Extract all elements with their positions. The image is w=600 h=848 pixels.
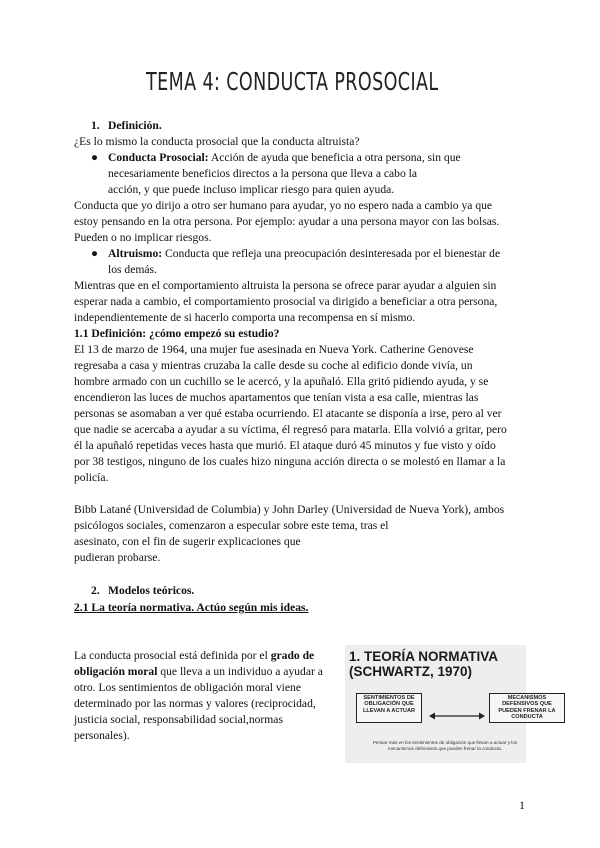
bibb-paragraph [74, 502, 526, 566]
figure-right-box: MECANISMOS DEFENSIVOS QUE PUEDEN FRENAR LA CONDUCTA [489, 693, 565, 723]
figure-title [349, 649, 498, 679]
normative-line: justicia social, responsabilidad social,normas [74, 713, 283, 726]
bibb-line: asesinato, con el fin de sugerir explicaciones que [74, 535, 301, 548]
normative-text: La conducta prosocial está definida por el [74, 649, 271, 662]
story-line: él la apuñaló repetidas veces hasta que murió. El ataque duró 45 minutos y fue visto y oído [74, 439, 496, 452]
paragraph-line: estoy pensando en la otra persona. Por ejemplo: ayudar a una persona mayor con las bolsas. [74, 215, 500, 228]
normative-line: otro. Los sentimientos de obligación moral viene [74, 681, 301, 694]
bullet-prosocial-line: necesariamente beneficios directos a la persona que lleva a cabo la [108, 167, 418, 180]
story-line: personas se asomaban a ver qué estaba ocurriendo. El atacante se disponía a irse, pero al ver [74, 407, 502, 420]
section-2-heading: Modelos teóricos. [108, 584, 195, 597]
bullet-prosocial-line: Acción de ayuda que beneficia a otra persona, sin que [208, 151, 461, 164]
page-number: 1 [519, 798, 525, 812]
paragraph-line: esperar nada a cambio, el comportamiento prosocial va dirigido a beneficiar a otra persona, [74, 295, 498, 308]
bullet-altruismo [108, 246, 526, 278]
story-paragraph [74, 342, 526, 486]
normative-line: determinado por las normas y valores (reciprocidad, [74, 697, 316, 710]
story-line: hombre armado con un cuchillo se le acercó, y la apuñaló. Ella gritó pidiendo ayuda, y se [74, 375, 489, 388]
term-altruismo: Altruismo: [108, 247, 163, 260]
bullet-prosocial-line: acción, y que puede incluso implicar riesgo para quien ayuda. [108, 183, 395, 196]
question-text: ¿Es lo mismo la conducta prosocial que la conducta altruista? [74, 135, 360, 148]
bibb-line: psicólogos sociales, comenzaron a especular sobre este tema, tras el [74, 519, 389, 532]
bibb-line: pudieran probarse. [74, 551, 161, 564]
bullet-altruismo-line: Conducta que refleja una preocupación desinteresada por el bienestar de [162, 247, 501, 260]
story-line: que nadie se acercaba a ayudar a su víctima, él regresó para matarla. Ella volvió a gritar, pero [74, 423, 507, 436]
normative-emphasis: grado de [270, 649, 315, 662]
story-line: encendieron las luces de muchos apartamentos que tenían vista a esa calle, mientras las [74, 391, 479, 404]
section-1-heading: Definición. [108, 119, 162, 132]
normative-emphasis: obligación moral [74, 665, 158, 678]
figure-title-line: (SCHWARTZ, 1970) [349, 664, 473, 679]
normative-line: personales). [74, 729, 130, 742]
bullet-dot-icon: ● [91, 247, 99, 260]
term-prosocial: Conducta Prosocial: [108, 151, 209, 164]
figure-title-line: 1. TEORÍA NORMATIVA [349, 649, 499, 664]
story-line: regresaba a casa y mientras cruzaba la calle desde su coche al edificio donde vivía, un [74, 359, 473, 372]
figure-caption: Pensar más en los sentimientos de obligación que llevan a actuar y los mecanismos defensivos que pueden frenar la conducta. [372, 740, 518, 751]
section-2-1-heading: 2.1 La teoría normativa. Actúo según mis ideas. [74, 601, 309, 614]
paragraph-prosocial-example [74, 198, 526, 246]
page-title: TEMA 4: CONDUCTA PROSOCIAL [146, 67, 439, 96]
story-line: El 13 de marzo de 1964, una mujer fue asesinada en Nueva York. Catherine Genovese [74, 343, 474, 356]
bullet-altruismo-line: los demás. [108, 263, 157, 276]
paragraph-line: Pueden o no implicar riesgos. [74, 231, 212, 244]
normative-text: que lleva a un individuo a ayudar a [157, 665, 323, 678]
bullet-dot-icon: ● [91, 151, 99, 164]
figure-left-box: SENTIMIENTOS DE OBLIGACIÓN QUE LLEVAN A ACTUAR [356, 693, 422, 723]
normative-paragraph [74, 648, 339, 744]
story-line: policía. [74, 471, 109, 484]
section-2-number: 2. [91, 584, 100, 597]
paragraph-line: Mientras que en el comportamiento altruista la persona se ofrece parar ayudar a alguien sin [74, 279, 497, 292]
paragraph-line: independientemente de si hacerlo comporta una recompensa en sí mismo. [74, 311, 416, 324]
double-arrow-icon [429, 710, 485, 722]
paragraph-comparison [74, 278, 526, 326]
section-1-1-heading: 1.1 Definición: ¿cómo empezó su estudio? [74, 327, 280, 340]
bullet-prosocial [108, 150, 526, 198]
section-1-number: 1. [91, 119, 100, 132]
paragraph-line: Conducta que yo dirijo a otro ser humano para ayudar, yo no espero nada a cambio ya que [74, 199, 493, 212]
story-line: por 38 testigos, ninguno de los cuales hizo ninguna acción directa o se molestó en llamar a la [74, 455, 506, 468]
bibb-line: Bibb Latané (Universidad de Columbia) y John Darley (Universidad de Nueva York), ambos [74, 503, 505, 516]
